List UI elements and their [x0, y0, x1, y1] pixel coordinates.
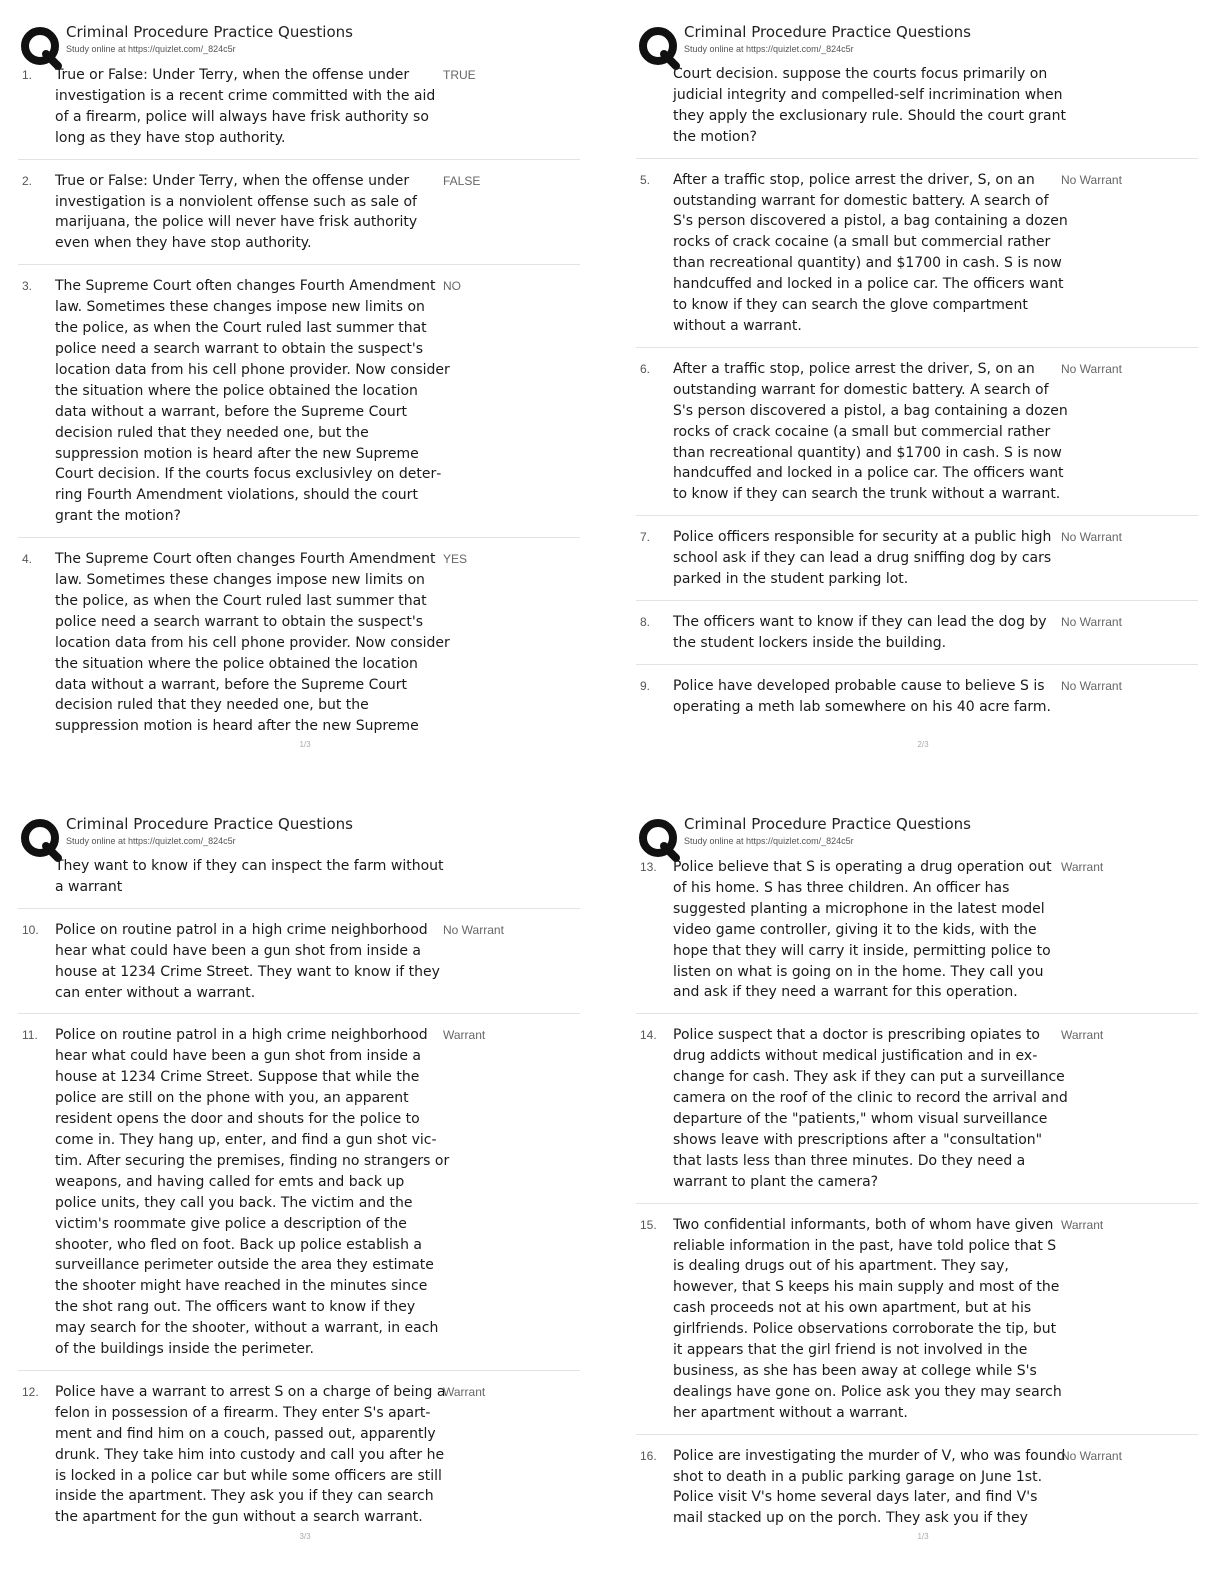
question-answer: Warrant: [1061, 1028, 1104, 1043]
question-number: 1.: [22, 68, 33, 82]
question-text: The officers want to know if they can lead the dog by the student lockers inside the building.: [673, 613, 1047, 651]
page-4: [628, 810, 1218, 1580]
continued-text: They want to know if they can inspect the farm without a warrant: [55, 858, 444, 895]
question-number: 9.: [640, 678, 651, 693]
question-number: 11.: [22, 1028, 38, 1043]
question-item: [10, 62, 600, 159]
question-item: [628, 601, 1218, 664]
page-1: [10, 18, 600, 788]
question-text: Police officers responsible for security at a public high school ask if they can lead a drug sniffing dog by cars parked in the student parking lot.: [673, 529, 1052, 588]
question-number: 12.: [22, 1384, 39, 1399]
page-number: 1/3: [917, 1532, 929, 1541]
question-text: The Supreme Court often changes Fourth Amendment law. Sometimes these changes impose new limits on the police, as when the Court ruled last summer that police need a search warrant to obtain the suspect's location data from his cell phone provider. Now consider the situation where the police obtained the location data without a warrant, before the Supreme Court decision ruled that they needed one, but the suppression motion is heard after the new Supreme Court decision. If the courts focus exclusivley on deterring Fourth Amendment violations, should the court grant the motion?: [55, 278, 450, 525]
question-item: [628, 854, 1218, 1013]
page-3: [10, 810, 600, 1580]
question-number: 2.: [22, 173, 33, 188]
question-text: Two confidential informants, both of whom have given reliable information in the past, have told police that S is dealing drugs out of his apartment. They say, however, that S keeps his main supply and most of the cash proceeds not at his own apartment, but at his girlfriends. Police observations corroborate the tip, but it appears that the girl friend is not involved in the business, as she has been away at college while S's dealings have gone on. Police ask you they may search her apartment without a warrant.: [673, 1216, 1062, 1421]
continued-text: Court decision. suppose the courts focus primarily on judicial integrity and compelled-self incrimination when they apply the exclusionary rule. Should the court grant the motion?: [673, 66, 1066, 145]
question-text: Police on routine patrol in a high crime neighborhood hear what could have been a gun shot from inside a house at 1234 Crime Street. Suppose that while the police are still on the phone with you, an apparent resident opens the door and shouts for the police to come in. They hang up, enter, and find a gun shot victim. After securing the premises, finding no strangers or weapons, and having called for emts and back up police units, they call you back. The victim and the victim's roommate give police a description of the shooter, who fled on foot. Back up police establish a surveillance perimeter outside the area they estimate the shooter might have reached in the minutes since the shot rang out. The officers want to know if they may search for the shooter, without a warrant, in each of the buildings inside the perimeter.: [55, 1027, 450, 1358]
question-answer: TRUE: [443, 68, 476, 82]
question-list: [10, 854, 600, 1538]
question-number: 13.: [640, 860, 657, 874]
question-text: After a traffic stop, police arrest the driver, S, on an outstanding warrant for domestic battery. A search of S's person discovered a pistol, a bag containing a dozen rocks of crack cocaine (a small but commercial rather than recreational quantity) and $1700 in cash. S is now handcuffed and locked in a police car. The officers want to know if they can search the glove compartment without a warrant.: [673, 171, 1068, 334]
question-text: Police are investigating the murder of V, who was found shot to death in a public parking garage on June 1st. Police visit V's home several days later, and find V's mail stacked up on the porch. They ask you if they: [673, 1447, 1066, 1527]
question-answer: Warrant: [443, 1028, 486, 1043]
question-answer: FALSE: [443, 173, 481, 188]
question-number: 7.: [640, 530, 651, 545]
question-item: [628, 159, 1218, 347]
study-link[interactable]: Study online at https://quizlet.com/_824c5r: [684, 44, 854, 54]
question-item: [10, 265, 600, 537]
question-answer: No Warrant: [1061, 1448, 1122, 1463]
question-number: 3.: [22, 279, 33, 294]
question-number: 14.: [640, 1028, 657, 1043]
question-answer: No Warrant: [1061, 530, 1122, 545]
question-text: Police on routine patrol in a high crime neighborhood hear what could have been a gun shot from inside a house at 1234 Crime Street. They want to know if they can enter without a warrant.: [55, 921, 440, 1001]
question-text: Police have a warrant to arrest S on a charge of being a felon in possession of a firearm. They enter S's apartment and find him on a couch, passed out, apparently drunk. They take him into custody and call you after he is locked in a police car but while some officers are still inside the apartment. They ask you if they can search the apartment for the gun without a search warrant.: [55, 1383, 446, 1526]
question-item: [628, 1014, 1218, 1202]
question-answer: Warrant: [443, 1384, 486, 1399]
study-link[interactable]: Study online at https://quizlet.com/_824c5r: [684, 836, 854, 846]
question-item: [628, 1435, 1218, 1540]
question-answer: No Warrant: [1061, 361, 1122, 376]
question-text: Police believe that S is operating a drug operation out of his home. S has three children. An officer has suggested planting a microphone in the latest model video game controller, giving it to the kids, with the hope that they will carry it inside, permitting police to listen on what is going on in the home. They call you and ask if they need a warrant for this operation.: [673, 859, 1052, 1001]
question-number: 10.: [22, 922, 39, 937]
question-item: [10, 909, 600, 1014]
question-number: 5.: [640, 172, 651, 187]
page-2: [628, 18, 1218, 788]
question-answer: NO: [443, 279, 461, 294]
question-item: [10, 160, 600, 265]
question-item: [10, 1014, 600, 1370]
question-list: [628, 854, 1218, 1539]
question-list: [628, 62, 1218, 728]
page-number: 2/3: [917, 740, 929, 749]
question-item: [10, 1371, 600, 1538]
question-item: [628, 516, 1218, 600]
question-number: 8.: [640, 614, 651, 629]
question-text: True or False: Under Terry, when the offense under investigation is a recent crime committed with the aid of a firearm, police will always have frisk authority so long as they have stop authority.: [55, 67, 436, 146]
question-answer: Warrant: [1061, 860, 1104, 874]
question-text: True or False: Under Terry, when the offense under investigation is a nonviolent offense such as sale of marijuana, the police will never have frisk authority even when they have stop authority.: [55, 172, 418, 252]
study-link[interactable]: Study online at https://quizlet.com/_824c5r: [66, 44, 236, 54]
question-answer: No Warrant: [1061, 614, 1122, 629]
question-item: [628, 1204, 1218, 1434]
question-text: The Supreme Court often changes Fourth Amendment law. Sometimes these changes impose new limits on the police, as when the Court ruled last summer that police need a search warrant to obtain the suspect's location data from his cell phone provider. Now consider the situation where the police obtained the location data without a warrant, before the Supreme Court decision ruled that they needed one, but the suppression motion is heard after the new Supreme: [55, 551, 450, 735]
question-answer: No Warrant: [1061, 172, 1122, 187]
question-text: Police suspect that a doctor is prescribing opiates to drug addicts without medical justification and in exchange for cash. They ask if they can put a surveillance camera on the roof of the clinic to record the arrival and departure of the "patients," whom visual surveillance shows leave with prescriptions after a "consultation" that lasts less than three minutes. Do they need a warrant to plant the camera?: [673, 1027, 1068, 1190]
question-item: [10, 538, 600, 747]
question-number: 4.: [22, 552, 33, 567]
page-title: Criminal Procedure Practice Questions: [684, 23, 971, 41]
question-answer: YES: [443, 552, 468, 567]
question-answer: Warrant: [1061, 1217, 1104, 1232]
page-title: Criminal Procedure Practice Questions: [684, 815, 971, 833]
question-item: [628, 348, 1218, 515]
question-text: Police have developed probable cause to believe S is operating a meth lab somewhere on his 40 acre farm.: [673, 677, 1051, 715]
page-title: Criminal Procedure Practice Questions: [66, 815, 353, 833]
question-answer: No Warrant: [443, 922, 504, 937]
page-title: Criminal Procedure Practice Questions: [66, 23, 353, 41]
question-text: After a traffic stop, police arrest the driver, S, on an outstanding warrant for domestic battery. A search of S's person discovered a pistol, a bag containing a dozen rocks of crack cocaine (a small but commercial rather than recreational quantity) and $1700 in cash. S is now handcuffed and locked in a police car. The officers want to know if they can search the trunk without a warrant.: [673, 360, 1068, 503]
page-number: 3/3: [299, 1532, 311, 1541]
question-answer: No Warrant: [1061, 678, 1122, 693]
question-list: [10, 62, 600, 747]
study-link[interactable]: Study online at https://quizlet.com/_824c5r: [66, 836, 236, 846]
question-item: [628, 665, 1218, 728]
question-number: 16.: [640, 1448, 657, 1463]
question-number: 6.: [640, 361, 651, 376]
page-number: 1/3: [299, 740, 311, 749]
question-number: 15.: [640, 1217, 657, 1232]
